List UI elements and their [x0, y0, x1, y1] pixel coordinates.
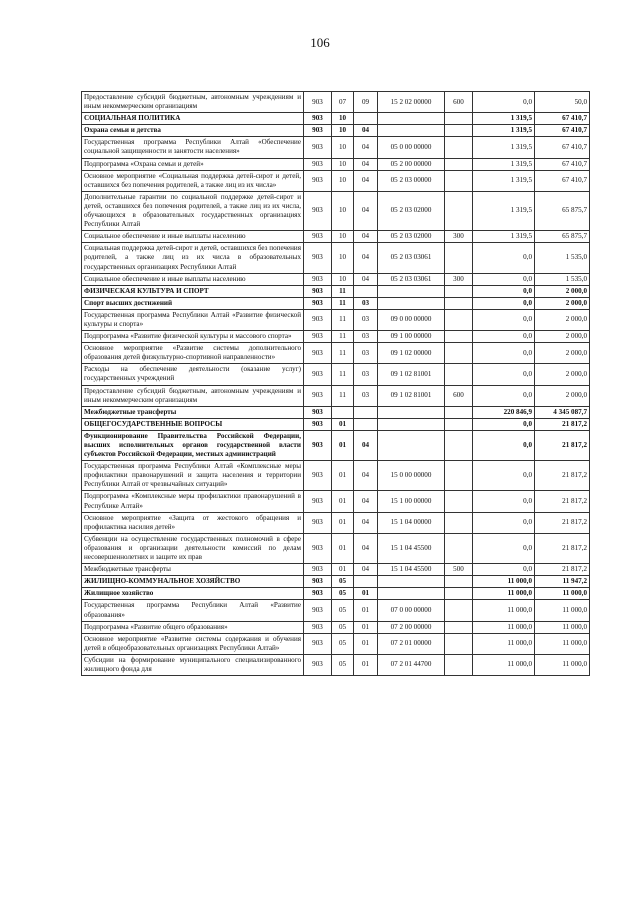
section-code: 11 — [332, 285, 354, 297]
row-name: Основное мероприятие «Защита от жестокого обращения и профилактика насилия детей» — [82, 512, 304, 533]
amount-year-1: 0,0 — [473, 92, 535, 113]
table-row — [82, 564, 590, 576]
expense-type-code — [445, 285, 473, 297]
expense-type-code — [445, 418, 473, 430]
target-item-code: 15 1 04 45500 — [378, 564, 445, 576]
subsection-code: 01 — [354, 654, 378, 675]
admin-code: 903 — [304, 491, 332, 512]
subsection-code: 03 — [354, 343, 378, 364]
section-code: 10 — [332, 137, 354, 158]
table-row — [82, 125, 590, 137]
subsection-code: 04 — [354, 125, 378, 137]
row-name: Жилищное хозяйство — [82, 588, 304, 600]
expense-type-code — [445, 533, 473, 563]
target-item-code — [378, 430, 445, 460]
section-code: 11 — [332, 385, 354, 406]
amount-year-2: 21 817,2 — [535, 564, 590, 576]
row-name: Дополнительные гарантии по социальной поддержке детей-сирот и детей, оставшихся без попечения родителей, а также лиц из их числа, обучающихся в образовательных государственных организациях Республики Алтай — [82, 191, 304, 230]
amount-year-2: 67 410,7 — [535, 158, 590, 170]
section-code: 10 — [332, 191, 354, 230]
amount-year-1: 11 000,0 — [473, 576, 535, 588]
target-item-code: 09 1 02 00000 — [378, 343, 445, 364]
target-item-code: 07 2 01 00000 — [378, 633, 445, 654]
table-row — [82, 92, 590, 113]
admin-code: 903 — [304, 564, 332, 576]
subsection-code: 03 — [354, 385, 378, 406]
target-item-code — [378, 125, 445, 137]
section-code: 10 — [332, 231, 354, 243]
expense-type-code: 300 — [445, 273, 473, 285]
amount-year-2: 50,0 — [535, 92, 590, 113]
amount-year-2: 21 817,2 — [535, 491, 590, 512]
amount-year-2: 11 000,0 — [535, 654, 590, 675]
table-row — [82, 297, 590, 309]
admin-code: 903 — [304, 343, 332, 364]
admin-code: 903 — [304, 125, 332, 137]
target-item-code — [378, 418, 445, 430]
amount-year-1: 0,0 — [473, 343, 535, 364]
section-code: 10 — [332, 113, 354, 125]
subsection-code: 04 — [354, 491, 378, 512]
target-item-code: 05 2 03 02000 — [378, 231, 445, 243]
table-row — [82, 418, 590, 430]
expense-type-code: 300 — [445, 231, 473, 243]
section-code: 01 — [332, 564, 354, 576]
expense-type-code — [445, 364, 473, 385]
admin-code: 903 — [304, 576, 332, 588]
target-item-code: 05 2 03 00000 — [378, 170, 445, 191]
subsection-code — [354, 418, 378, 430]
amount-year-1: 0,0 — [473, 491, 535, 512]
amount-year-2: 65 875,7 — [535, 191, 590, 230]
expense-type-code — [445, 331, 473, 343]
amount-year-2: 11 000,0 — [535, 621, 590, 633]
subsection-code: 01 — [354, 621, 378, 633]
row-name: Охрана семьи и детства — [82, 125, 304, 137]
target-item-code — [378, 406, 445, 418]
amount-year-2: 2 000,0 — [535, 297, 590, 309]
admin-code: 903 — [304, 654, 332, 675]
subsection-code: 04 — [354, 533, 378, 563]
row-name: Социальное обеспечение и иные выплаты населению — [82, 231, 304, 243]
row-name: Межбюджетные трансферты — [82, 564, 304, 576]
amount-year-1: 0,0 — [473, 309, 535, 330]
amount-year-1: 220 846,9 — [473, 406, 535, 418]
admin-code: 903 — [304, 512, 332, 533]
amount-year-2: 21 817,2 — [535, 430, 590, 460]
target-item-code: 07 2 01 44700 — [378, 654, 445, 675]
amount-year-2: 11 000,0 — [535, 600, 590, 621]
subsection-code: 01 — [354, 600, 378, 621]
target-item-code: 15 2 02 00000 — [378, 92, 445, 113]
target-item-code — [378, 297, 445, 309]
row-name: Подпрограмма «Охрана семьи и детей» — [82, 158, 304, 170]
row-name: Основное мероприятие «Социальная поддержка детей-сирот и детей, оставшихся без попечения родителей, а также лиц из их числа» — [82, 170, 304, 191]
subsection-code: 04 — [354, 231, 378, 243]
amount-year-1: 11 000,0 — [473, 654, 535, 675]
admin-code: 903 — [304, 430, 332, 460]
amount-year-1: 11 000,0 — [473, 588, 535, 600]
subsection-code: 01 — [354, 588, 378, 600]
table-row — [82, 331, 590, 343]
subsection-code: 03 — [354, 364, 378, 385]
subsection-code: 03 — [354, 309, 378, 330]
amount-year-2: 2 000,0 — [535, 343, 590, 364]
expense-type-code — [445, 633, 473, 654]
subsection-code: 04 — [354, 461, 378, 491]
table-row — [82, 600, 590, 621]
amount-year-2: 67 410,7 — [535, 113, 590, 125]
target-item-code: 09 1 00 00000 — [378, 331, 445, 343]
expense-type-code — [445, 621, 473, 633]
table-row — [82, 343, 590, 364]
amount-year-2: 4 345 087,7 — [535, 406, 590, 418]
expense-type-code — [445, 191, 473, 230]
amount-year-1: 0,0 — [473, 364, 535, 385]
expense-type-code — [445, 406, 473, 418]
expense-type-code: 600 — [445, 385, 473, 406]
target-item-code: 09 0 00 00000 — [378, 309, 445, 330]
expense-type-code — [445, 158, 473, 170]
expense-type-code — [445, 461, 473, 491]
section-code: 10 — [332, 158, 354, 170]
target-item-code: 15 1 04 45500 — [378, 533, 445, 563]
admin-code: 903 — [304, 406, 332, 418]
table-row — [82, 170, 590, 191]
admin-code: 903 — [304, 588, 332, 600]
table-row — [82, 113, 590, 125]
section-code: 01 — [332, 418, 354, 430]
row-name: Функционирование Правительства Российской Федерации, высших исполнительных органов государственной власти субъектов Российской Федерации, местных администраций — [82, 430, 304, 460]
subsection-code: 04 — [354, 170, 378, 191]
row-name: Государственная программа Республики Алтай «Обеспечение социальной защищенности и занятости населения» — [82, 137, 304, 158]
amount-year-2: 67 410,7 — [535, 125, 590, 137]
target-item-code: 09 1 02 81001 — [378, 385, 445, 406]
amount-year-2: 2 000,0 — [535, 364, 590, 385]
amount-year-1: 0,0 — [473, 385, 535, 406]
table-row — [82, 512, 590, 533]
subsection-code: 04 — [354, 273, 378, 285]
row-name: Социальная поддержка детей-сирот и детей, оставшихся без попечения родителей, а также лиц из их числа в образовательных государственных организациях Республики Алтай — [82, 243, 304, 273]
admin-code: 903 — [304, 461, 332, 491]
row-name: Субвенции на осуществление государственных полномочий в сфере образования и организации деятельности комиссий по делам несовершеннолетних и защите их прав — [82, 533, 304, 563]
target-item-code: 15 1 00 00000 — [378, 491, 445, 512]
target-item-code: 07 0 00 00000 — [378, 600, 445, 621]
amount-year-1: 1 319,5 — [473, 113, 535, 125]
expense-type-code — [445, 137, 473, 158]
row-name: Субсидии на формирование муниципального специализированного жилищного фонда для — [82, 654, 304, 675]
amount-year-1: 0,0 — [473, 418, 535, 430]
section-code: 11 — [332, 343, 354, 364]
row-name: Социальное обеспечение и иные выплаты населению — [82, 273, 304, 285]
target-item-code: 05 2 00 00000 — [378, 158, 445, 170]
subsection-code — [354, 406, 378, 418]
admin-code: 903 — [304, 600, 332, 621]
admin-code: 903 — [304, 92, 332, 113]
table-row — [82, 654, 590, 675]
target-item-code — [378, 113, 445, 125]
amount-year-2: 11 000,0 — [535, 633, 590, 654]
expense-type-code — [445, 113, 473, 125]
subsection-code: 04 — [354, 564, 378, 576]
table-row — [82, 364, 590, 385]
row-name: Государственная программа Республики Алтай «Развитие физической культуры и спорта» — [82, 309, 304, 330]
admin-code: 903 — [304, 113, 332, 125]
table-row — [82, 461, 590, 491]
admin-code: 903 — [304, 385, 332, 406]
section-code: 11 — [332, 297, 354, 309]
table-row — [82, 137, 590, 158]
row-name: Подпрограмма «Комплексные меры профилактики правонарушений в Республике Алтай» — [82, 491, 304, 512]
row-name: ФИЗИЧЕСКАЯ КУЛЬТУРА И СПОРТ — [82, 285, 304, 297]
table-row — [82, 243, 590, 273]
amount-year-1: 0,0 — [473, 297, 535, 309]
section-code: 11 — [332, 331, 354, 343]
table-row — [82, 621, 590, 633]
row-name: Межбюджетные трансферты — [82, 406, 304, 418]
section-code: 01 — [332, 430, 354, 460]
section-code: 01 — [332, 533, 354, 563]
row-name: Расходы на обеспечение деятельности (оказание услуг) государственных учреждений — [82, 364, 304, 385]
section-code: 01 — [332, 512, 354, 533]
admin-code: 903 — [304, 273, 332, 285]
target-item-code — [378, 285, 445, 297]
amount-year-2: 1 535,0 — [535, 243, 590, 273]
target-item-code: 05 2 03 03061 — [378, 243, 445, 273]
admin-code: 903 — [304, 297, 332, 309]
admin-code: 903 — [304, 331, 332, 343]
subsection-code: 04 — [354, 512, 378, 533]
expense-type-code — [445, 430, 473, 460]
amount-year-1: 11 000,0 — [473, 621, 535, 633]
section-code: 05 — [332, 600, 354, 621]
expense-type-code — [445, 512, 473, 533]
table-row — [82, 309, 590, 330]
expense-type-code — [445, 297, 473, 309]
amount-year-2: 67 410,7 — [535, 170, 590, 191]
expense-type-code — [445, 654, 473, 675]
subsection-code: 03 — [354, 297, 378, 309]
subsection-code: 04 — [354, 158, 378, 170]
row-name: Предоставление субсидий бюджетным, автономным учреждениям и иным некоммерческим организациям — [82, 92, 304, 113]
section-code: 11 — [332, 364, 354, 385]
row-name: ОБЩЕГОСУДАРСТВЕННЫЕ ВОПРОСЫ — [82, 418, 304, 430]
admin-code: 903 — [304, 309, 332, 330]
admin-code: 903 — [304, 243, 332, 273]
subsection-code: 04 — [354, 137, 378, 158]
amount-year-1: 1 319,5 — [473, 231, 535, 243]
target-item-code: 09 1 02 81001 — [378, 364, 445, 385]
amount-year-1: 1 319,5 — [473, 170, 535, 191]
admin-code: 903 — [304, 285, 332, 297]
amount-year-2: 2 000,0 — [535, 385, 590, 406]
row-name: ЖИЛИЩНО-КОММУНАЛЬНОЕ ХОЗЯЙСТВО — [82, 576, 304, 588]
subsection-code: 04 — [354, 191, 378, 230]
amount-year-1: 1 319,5 — [473, 137, 535, 158]
amount-year-1: 1 319,5 — [473, 158, 535, 170]
target-item-code: 05 2 03 02000 — [378, 191, 445, 230]
amount-year-1: 0,0 — [473, 243, 535, 273]
admin-code: 903 — [304, 533, 332, 563]
table-row — [82, 633, 590, 654]
expense-type-code — [445, 309, 473, 330]
amount-year-1: 0,0 — [473, 461, 535, 491]
amount-year-2: 67 410,7 — [535, 137, 590, 158]
section-code: 01 — [332, 461, 354, 491]
expense-type-code — [445, 588, 473, 600]
amount-year-1: 11 000,0 — [473, 600, 535, 621]
page-number: 106 — [310, 35, 330, 50]
amount-year-2: 21 817,2 — [535, 533, 590, 563]
amount-year-2: 11 000,0 — [535, 588, 590, 600]
target-item-code: 15 0 00 00000 — [378, 461, 445, 491]
table-row — [82, 491, 590, 512]
target-item-code: 05 2 03 03061 — [378, 273, 445, 285]
row-name: Государственная программа Республики Алтай «Развитие образования» — [82, 600, 304, 621]
amount-year-2: 21 817,2 — [535, 512, 590, 533]
table-row — [82, 231, 590, 243]
admin-code: 903 — [304, 170, 332, 191]
subsection-code — [354, 113, 378, 125]
amount-year-2: 65 875,7 — [535, 231, 590, 243]
admin-code: 903 — [304, 231, 332, 243]
expense-type-code: 600 — [445, 92, 473, 113]
table-row — [82, 191, 590, 230]
table-row — [82, 385, 590, 406]
row-name: Подпрограмма «Развитие общего образования» — [82, 621, 304, 633]
expense-type-code — [445, 576, 473, 588]
subsection-code — [354, 285, 378, 297]
row-name: Спорт высших достижений — [82, 297, 304, 309]
budget-table — [81, 91, 590, 676]
table-row — [82, 158, 590, 170]
section-code: 07 — [332, 92, 354, 113]
admin-code: 903 — [304, 633, 332, 654]
section-code: 05 — [332, 576, 354, 588]
expense-type-code — [445, 600, 473, 621]
section-code: 10 — [332, 243, 354, 273]
admin-code: 903 — [304, 621, 332, 633]
amount-year-2: 21 817,2 — [535, 461, 590, 491]
amount-year-1: 0,0 — [473, 512, 535, 533]
amount-year-1: 0,0 — [473, 533, 535, 563]
target-item-code: 05 0 00 00000 — [378, 137, 445, 158]
section-code: 10 — [332, 170, 354, 191]
target-item-code: 15 1 04 00000 — [378, 512, 445, 533]
expense-type-code — [445, 170, 473, 191]
section-code — [332, 406, 354, 418]
section-code: 10 — [332, 273, 354, 285]
table-row — [82, 588, 590, 600]
section-code: 01 — [332, 491, 354, 512]
target-item-code: 07 2 00 00000 — [378, 621, 445, 633]
expense-type-code — [445, 243, 473, 273]
section-code: 05 — [332, 633, 354, 654]
row-name: Подпрограмма «Развитие физической культуры и массового спорта» — [82, 331, 304, 343]
amount-year-1: 0,0 — [473, 564, 535, 576]
target-item-code — [378, 576, 445, 588]
row-name: Основное мероприятие «Развитие системы содержания и обучения детей в общеобразовательных организациях Республики Алтай» — [82, 633, 304, 654]
table-row — [82, 406, 590, 418]
amount-year-2: 21 817,2 — [535, 418, 590, 430]
amount-year-2: 11 947,2 — [535, 576, 590, 588]
section-code: 10 — [332, 125, 354, 137]
row-name: СОЦИАЛЬНАЯ ПОЛИТИКА — [82, 113, 304, 125]
table-row — [82, 430, 590, 460]
admin-code: 903 — [304, 137, 332, 158]
subsection-code: 01 — [354, 633, 378, 654]
amount-year-2: 2 000,0 — [535, 285, 590, 297]
subsection-code: 04 — [354, 430, 378, 460]
row-name: Основное мероприятие «Развитие системы дополнительного образования детей физкультурно-спортивной направленности» — [82, 343, 304, 364]
table-row — [82, 576, 590, 588]
amount-year-1: 1 319,5 — [473, 125, 535, 137]
subsection-code — [354, 576, 378, 588]
expense-type-code: 500 — [445, 564, 473, 576]
amount-year-2: 2 000,0 — [535, 309, 590, 330]
section-code: 05 — [332, 654, 354, 675]
table-row — [82, 533, 590, 563]
admin-code: 903 — [304, 158, 332, 170]
expense-type-code — [445, 343, 473, 364]
subsection-code: 09 — [354, 92, 378, 113]
amount-year-2: 2 000,0 — [535, 331, 590, 343]
amount-year-1: 0,0 — [473, 331, 535, 343]
amount-year-1: 11 000,0 — [473, 633, 535, 654]
table-row — [82, 285, 590, 297]
section-code: 05 — [332, 621, 354, 633]
expense-type-code — [445, 125, 473, 137]
subsection-code: 03 — [354, 331, 378, 343]
amount-year-1: 1 319,5 — [473, 191, 535, 230]
amount-year-1: 0,0 — [473, 430, 535, 460]
table-row — [82, 273, 590, 285]
row-name: Государственная программа Республики Алтай «Комплексные меры профилактики правонарушений и защита населения и территории Республики Алтай от чрезвычайных ситуаций» — [82, 461, 304, 491]
target-item-code — [378, 588, 445, 600]
amount-year-1: 0,0 — [473, 285, 535, 297]
row-name: Предоставление субсидий бюджетным, автономным учреждениям и иным некоммерческим организациям — [82, 385, 304, 406]
section-code: 05 — [332, 588, 354, 600]
subsection-code: 04 — [354, 243, 378, 273]
admin-code: 903 — [304, 364, 332, 385]
admin-code: 903 — [304, 191, 332, 230]
amount-year-2: 1 535,0 — [535, 273, 590, 285]
expense-type-code — [445, 491, 473, 512]
amount-year-1: 0,0 — [473, 273, 535, 285]
admin-code: 903 — [304, 418, 332, 430]
section-code: 11 — [332, 309, 354, 330]
